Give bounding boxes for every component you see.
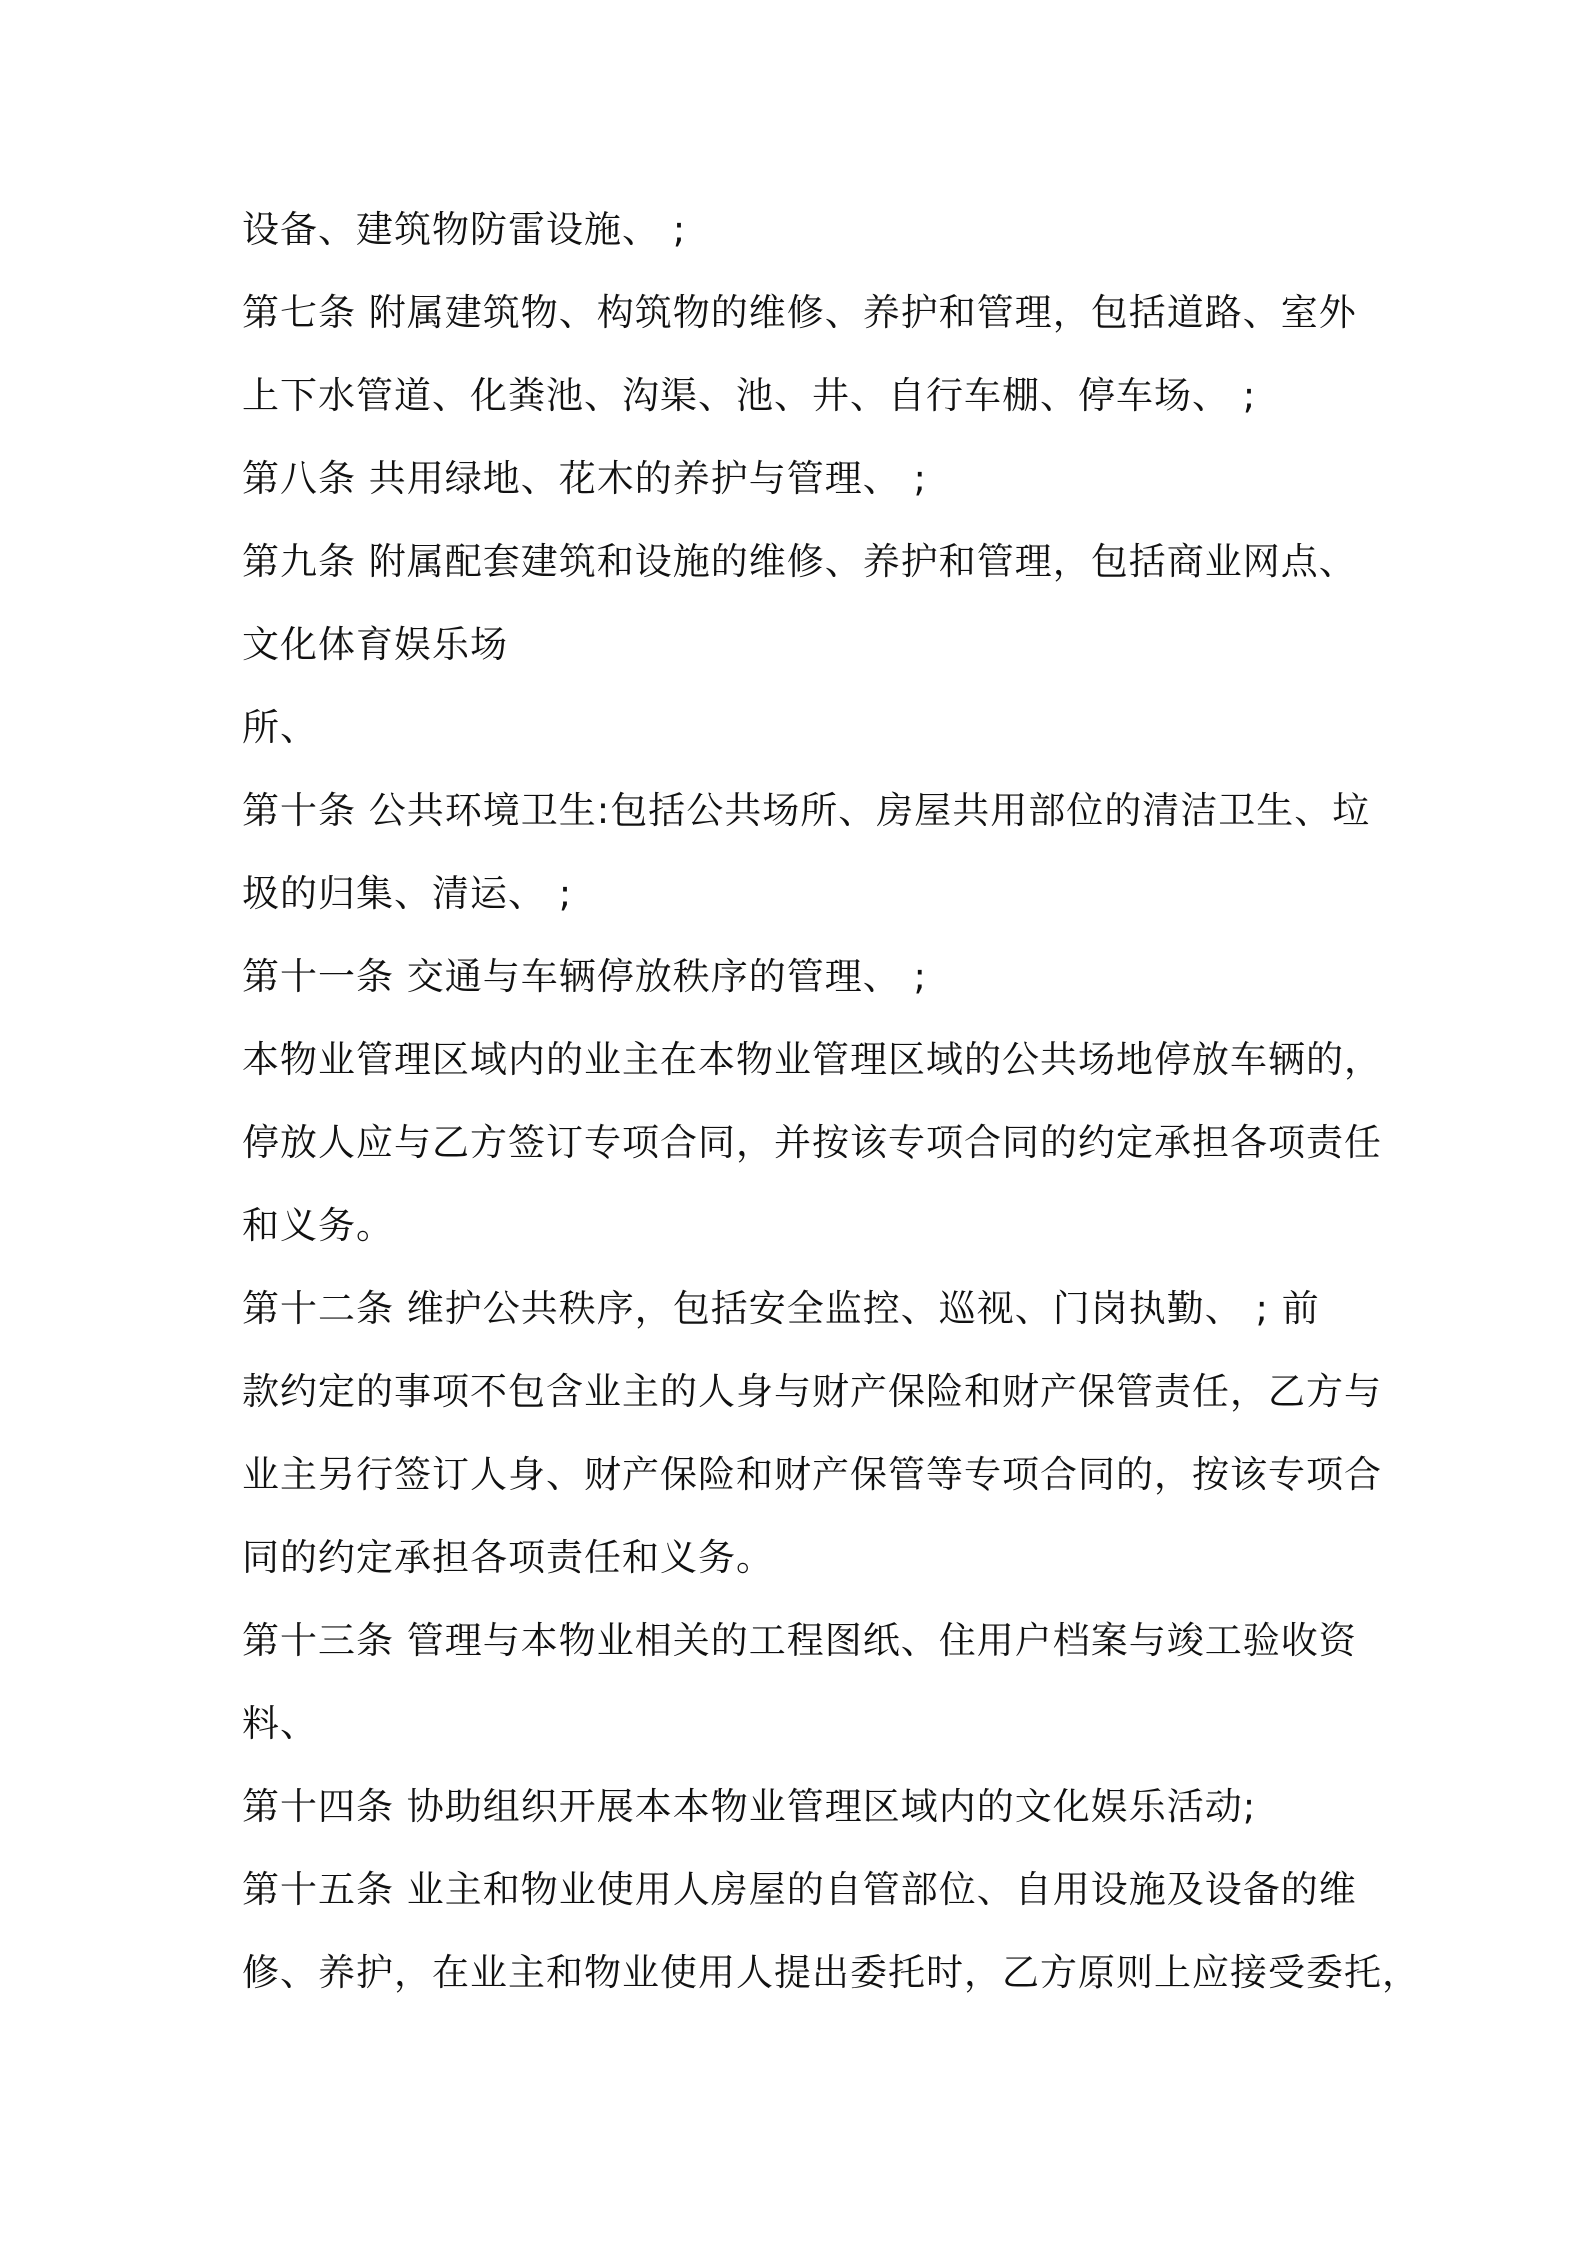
text-line: 第十五条 业主和物业使用人房屋的自管部位、自用设施及设备的维 xyxy=(242,1868,1357,1911)
text-line: 第十一条 交通与车辆停放秩序的管理、 ; xyxy=(242,955,927,998)
text-line: 第九条 附属配套建筑和设施的维修、养护和管理，包括商业网点、 xyxy=(242,540,1357,583)
text-line: 上下水管道、化粪池、沟渠、池、井、自行车棚、停车场、 ; xyxy=(242,374,1257,417)
text-line: 第七条 附属建筑物、构筑物的维修、养护和管理，包括道路、室外 xyxy=(242,291,1357,334)
text-line: 设备、建筑物防雷设施、 ; xyxy=(242,208,687,251)
text-line: 圾的归集、清运、 ; xyxy=(242,872,573,915)
text-line: 第十条 公共环境卫生:包括公共场所、房屋共用部位的清洁卫生、垃 xyxy=(242,789,1371,832)
text-line: 第十二条 维护公共秩序，包括安全监控、巡视、门岗执勤、 ; 前 xyxy=(242,1287,1320,1330)
text-line: 第十三条 管理与本物业相关的工程图纸、住用户档案与竣工验收资 xyxy=(242,1619,1357,1662)
text-line: 和义务。 xyxy=(242,1204,394,1247)
document-body xyxy=(242,198,1420,2024)
text-line: 本物业管理区域内的业主在本物业管理区域的公共场地停放车辆的， xyxy=(242,1038,1382,1081)
text-line: 同的约定承担各项责任和义务。 xyxy=(242,1536,774,1579)
text-line: 款约定的事项不包含业主的人身与财产保险和财产保管责任，乙方与 xyxy=(242,1370,1382,1413)
text-line: 第十四条 协助组织开展本本物业管理区域内的文化娱乐活动; xyxy=(242,1785,1257,1828)
text-line: 文化体育娱乐场 xyxy=(242,623,508,666)
text-line: 料、 xyxy=(242,1702,318,1745)
text-line: 第八条 共用绿地、花木的养护与管理、 ; xyxy=(242,457,927,500)
text-line: 停放人应与乙方签订专项合同，并按该专项合同的约定承担各项责任 xyxy=(242,1121,1382,1164)
text-line: 业主另行签订人身、财产保险和财产保管等专项合同的，按该专项合 xyxy=(242,1453,1382,1496)
text-line: 修、养护，在业主和物业使用人提出委托时，乙方原则上应接受委托， xyxy=(242,1951,1420,1994)
text-line: 所、 xyxy=(242,706,318,749)
